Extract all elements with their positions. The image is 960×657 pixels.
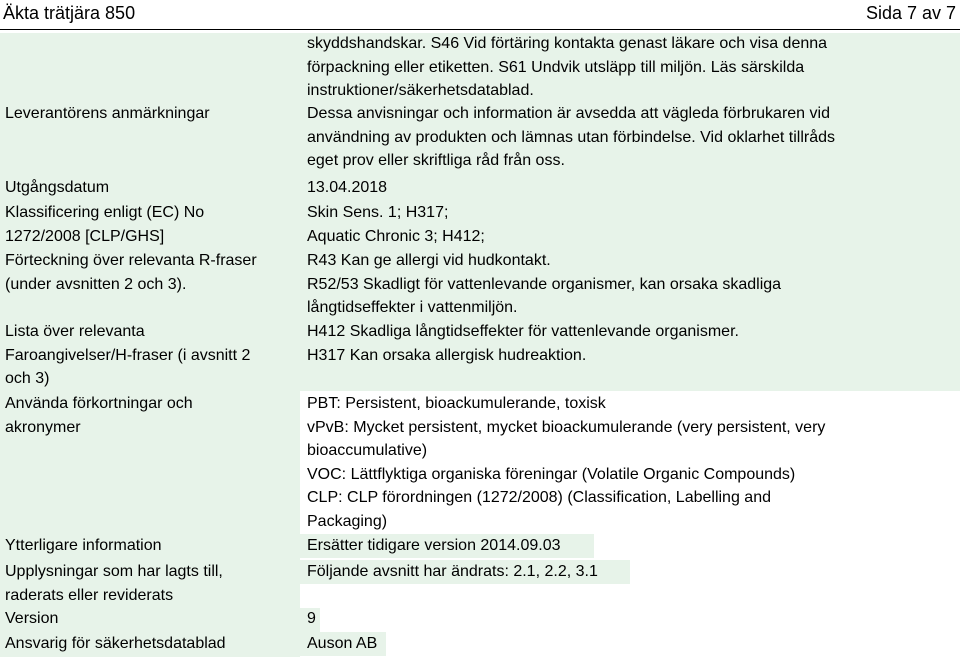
row-label: Ytterligare information — [5, 537, 162, 554]
row-value: Auson AB — [307, 635, 378, 652]
document-title: Äkta trätjära 850 — [3, 3, 136, 23]
row-value: R52/53 Skadligt för vattenlevande organismer, kan orsaka skadliga — [307, 275, 782, 293]
row-value: Packaging) — [307, 512, 388, 530]
row-value: långtidseffekter i vattenmiljön. — [307, 299, 518, 316]
row-label: raderats eller reviderats — [5, 586, 174, 604]
row-label: 1272/2008 [CLP/GHS] — [5, 227, 165, 245]
row-label: (under avsnitten 2 och 3). — [5, 275, 187, 293]
row-label: Leverantörens anmärkningar — [5, 105, 210, 122]
row-value: vPvB: Mycket persistent, mycket bioackumulerande (very persistent, very — [307, 418, 826, 436]
row-label: akronymer — [5, 418, 81, 436]
row-value: eget prov eller skriftliga råd från oss. — [307, 152, 565, 169]
page-header — [0, 0, 960, 30]
row-label: Upplysningar som har lagts till, — [5, 563, 223, 580]
row-value: PBT: Persistent, bioackumulerande, toxisk — [307, 395, 606, 412]
row-value: instruktioner/säkerhetsdatablad. — [307, 82, 534, 99]
row-label: Lista över relevanta — [5, 323, 145, 340]
row-label: och 3) — [5, 370, 50, 387]
row-label: Förteckning över relevanta R-fraser — [5, 252, 257, 269]
row-value: 9 — [307, 610, 316, 627]
row-label: Ansvarig för säkerhetsdatablad — [5, 635, 226, 652]
row-label: Version — [5, 610, 59, 627]
row-value: H317 Kan orsaka allergisk hudreaktion. — [307, 346, 587, 364]
row-label: Faroangivelser/H-fraser (i avsnitt 2 — [5, 346, 251, 364]
row-value: skyddshandskar. S46 Vid förtäring kontakta genast läkare och visa denna — [307, 35, 828, 52]
row-value: CLP: CLP förordningen (1272/2008) (Classification, Labelling and — [307, 489, 771, 506]
row-value: R43 Kan ge allergi vid hudkontakt. — [307, 252, 551, 269]
row-value: användning av produkten och lämnas utan förbindelse. Vid oklarhet tillråds — [307, 128, 836, 146]
row-value: Skin Sens. 1; H317; — [307, 204, 449, 221]
row-label: Använda förkortningar och — [5, 395, 193, 412]
page-number: Sida 7 av 7 — [865, 3, 956, 23]
row-value: H412 Skadliga långtidseffekter för vattenlevande organismer. — [307, 323, 739, 340]
row-value: Dessa anvisningar och information är avsedda att vägleda förbrukaren vid — [307, 105, 830, 122]
row-value: Aquatic Chronic 3; H412; — [307, 227, 485, 245]
row-label: Utgångsdatum — [5, 179, 110, 196]
row-value: förpackning eller etiketten. S61 Undvik utsläpp till miljön. Läs särskilda — [307, 58, 805, 76]
row-value: VOC: Lättflyktiga organiska föreningar (Volatile Organic Compounds) — [307, 465, 796, 483]
row-value: Ersätter tidigare version 2014.09.03 — [307, 537, 561, 554]
row-value: 13.04.2018 — [307, 179, 388, 196]
row-label: Klassificering enligt (EC) No — [5, 204, 205, 221]
row-value: bioaccumulative) — [307, 442, 428, 459]
row-value: Följande avsnitt har ändrats: 2.1, 2.2, 3.1 — [307, 563, 598, 580]
